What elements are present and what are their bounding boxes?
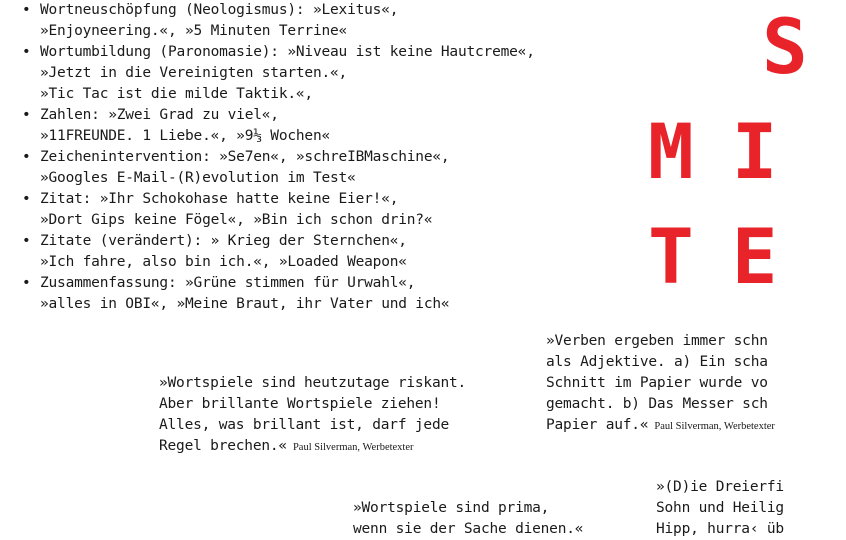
- quote-dreierfi: [656, 477, 784, 540]
- quote-line: Schnitt im Papier wurde vo: [546, 375, 768, 391]
- bullet: •: [22, 2, 31, 18]
- list-item-line: »Enjoyneering.«, »5 Minuten Terrine«: [40, 23, 348, 39]
- list-item: [22, 0, 622, 42]
- quote-line: [159, 436, 466, 458]
- list-item-line: »alles in OBI«, »Meine Braut, ihr Vater und ich«: [40, 296, 450, 312]
- quote-line: »Verben ergeben immer schn: [546, 333, 768, 349]
- quote-line-text: Papier auf.«: [546, 417, 649, 433]
- list-item-line: »Jetzt in die Vereinigten starten.«,: [40, 65, 348, 81]
- quote-attribution: Paul Silverman, Werbetexter: [292, 442, 414, 453]
- bullet: •: [22, 191, 31, 207]
- bullet: •: [22, 44, 31, 60]
- list-item-line: Zitate (verändert): » Krieg der Sternchen«,: [40, 233, 407, 249]
- list-item: [22, 42, 622, 105]
- quote-attribution: Paul Silverman, Werbetexter: [654, 421, 775, 432]
- big-heading-row-2: MI: [648, 107, 816, 196]
- list-item: [22, 105, 622, 147]
- list-item-line: Zusammenfassung: »Grüne stimmen für Urwahl«,: [40, 275, 416, 291]
- list-item-line: »11FREUNDE. 1 Liebe.«, »9⅓ Wochen«: [40, 128, 331, 144]
- bullet: •: [22, 275, 31, 291]
- quote-line: Alles, was brillant ist, darf jede: [159, 417, 450, 433]
- bullet: •: [22, 149, 31, 165]
- quote-silverman-1: [159, 373, 466, 458]
- quote-line: »Wortspiele sind heutzutage riskant.: [159, 375, 467, 391]
- quote-line: als Adjektive. a) Ein scha: [546, 354, 768, 370]
- bullet: •: [22, 233, 31, 249]
- list-item-line: »Googles E-Mail-(R)evolution im Test«: [40, 170, 356, 186]
- list-item: [22, 231, 622, 273]
- quote-line: [546, 415, 775, 437]
- quote-line: »Wortspiele sind prima,: [353, 500, 550, 516]
- list-item: [22, 147, 622, 189]
- quote-wortspiele-prima: [353, 498, 583, 540]
- list-item-line: »Tic Tac ist die milde Taktik.«,: [40, 86, 313, 102]
- big-heading-row-1: S: [762, 2, 846, 91]
- quote-silverman-2: [546, 331, 775, 437]
- list-item: [22, 273, 622, 315]
- quote-line: wenn sie der Sache dienen.«: [353, 521, 584, 537]
- quote-line: Hipp, hurra‹ üb: [656, 521, 784, 537]
- list-item-line: »Ich fahre, also bin ich.«, »Loaded Weapon«: [40, 254, 407, 270]
- quote-line: Aber brillante Wortspiele ziehen!: [159, 396, 441, 412]
- stylistic-devices-list: [22, 0, 622, 315]
- quote-line: »(D)ie Dreierfi: [656, 479, 784, 495]
- quote-line-text: Regel brechen.«: [159, 438, 287, 454]
- list-item-line: Zitat: »Ihr Schokohase hatte keine Eier!«,: [40, 191, 399, 207]
- list-item: [22, 189, 622, 231]
- quote-line: gemacht. b) Das Messer sch: [546, 396, 768, 412]
- list-item-line: Zeichenintervention: »Se7en«, »schreIBMaschine«,: [40, 149, 450, 165]
- list-item-line: »Dort Gips keine Fögel«, »Bin ich schon drin?«: [40, 212, 433, 228]
- list-item-line: Wortumbildung (Paronomasie): »Niveau ist keine Hautcreme«,: [40, 44, 535, 60]
- list-item-line: Wortneuschöpfung (Neologismus): »Lexitus«,: [40, 2, 399, 18]
- list-item-line: Zahlen: »Zwei Grad zu viel«,: [40, 107, 279, 123]
- big-heading-row-3: TE: [648, 212, 816, 301]
- bullet: •: [22, 107, 31, 123]
- quote-line: Sohn und Heilig: [656, 500, 784, 516]
